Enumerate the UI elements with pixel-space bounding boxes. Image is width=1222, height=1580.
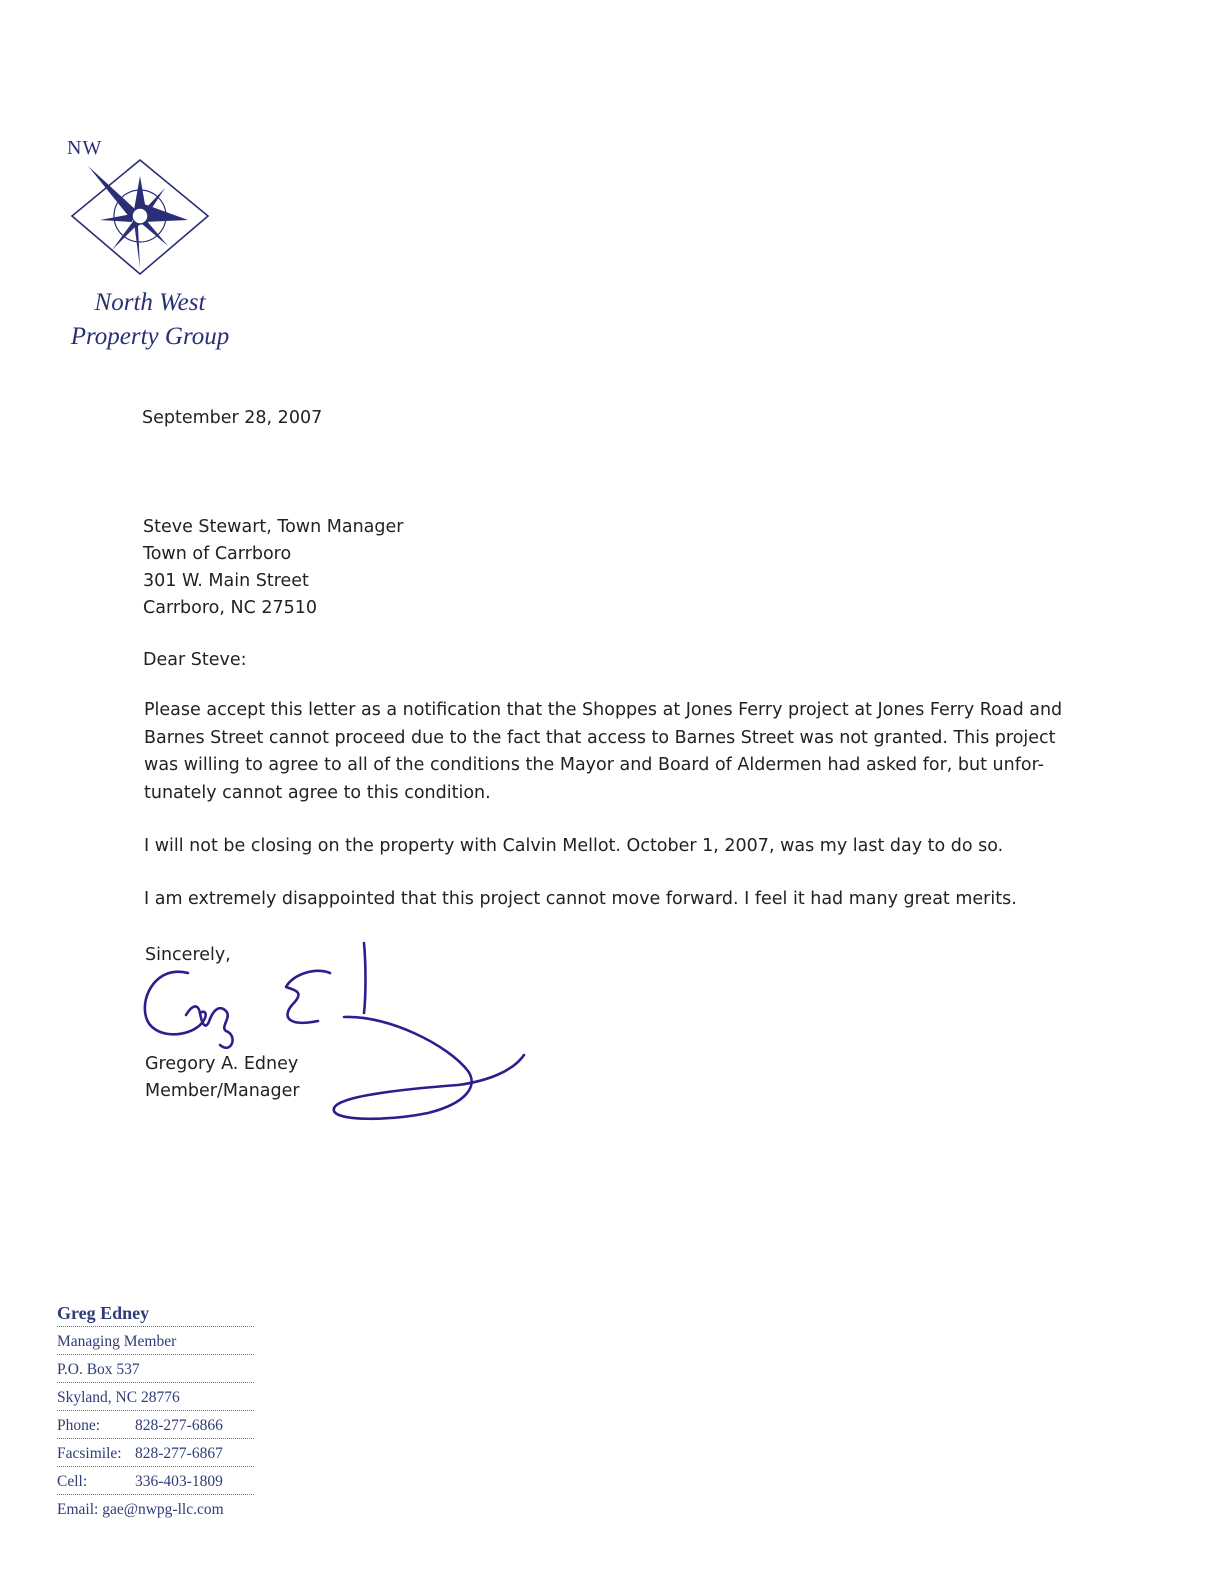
closing: Sincerely,: [145, 945, 231, 965]
signer-title: Member/Manager: [145, 1081, 300, 1101]
contact-phone-row: [57, 1411, 254, 1439]
contact-card: [57, 1300, 254, 1522]
address-line: Steve Stewart, Town Manager: [143, 517, 404, 537]
email-value: gae@nwpg-llc.com: [102, 1501, 224, 1518]
contact-name: Greg Edney: [57, 1300, 254, 1327]
recipient-address: [143, 514, 403, 622]
compass-rose-icon: [70, 158, 210, 278]
handwritten-signature: [128, 935, 538, 1135]
body-paragraph: Please accept this letter as a notification that the Shoppes at Jones Ferry project at Jones Ferry Road and Barnes Street cannot proceed due to the fact that access to Barnes Street was not granted. This project was willing to agree to all of the conditions the Mayor and Board of Aldermen had asked for, but unfor-tunately cannot agree to this condition.: [144, 700, 1063, 803]
logo-monogram: NW: [67, 137, 103, 159]
contact-fax-row: [57, 1439, 254, 1467]
address-line: Town of Carrboro: [143, 544, 292, 564]
cell-label: Cell:: [57, 1473, 88, 1490]
logo-name-line-2: Property Group: [70, 323, 230, 350]
contact-email-row: [57, 1495, 254, 1522]
letter-date: September 28, 2007: [142, 408, 323, 428]
phone-value: 828-277-6866: [135, 1417, 223, 1434]
fax-value: 828-277-6867: [135, 1445, 223, 1462]
contact-cell-row: [57, 1467, 254, 1495]
body-paragraph: I am extremely disappointed that this project cannot move forward. I feel it had many great merits.: [144, 889, 1017, 909]
contact-role: Managing Member: [57, 1327, 254, 1355]
email-label: Email:: [57, 1501, 99, 1518]
salutation: Dear Steve:: [143, 650, 247, 670]
contact-city: Skyland, NC 28776: [57, 1383, 254, 1411]
logo-name-line-1: North West: [94, 289, 206, 316]
contact-po-box: P.O. Box 537: [57, 1355, 254, 1383]
body-paragraph: I will not be closing on the property with Calvin Mellot. October 1, 2007, was my last day to do so.: [144, 836, 1004, 856]
address-line: 301 W. Main Street: [143, 571, 309, 591]
address-line: Carrboro, NC 27510: [143, 598, 318, 618]
cell-value: 336-403-1809: [135, 1473, 223, 1490]
fax-label: Facsimile:: [57, 1445, 122, 1462]
signer-name: Gregory A. Edney: [145, 1054, 299, 1074]
logo-company-name: [55, 286, 245, 354]
phone-label: Phone:: [57, 1417, 101, 1434]
